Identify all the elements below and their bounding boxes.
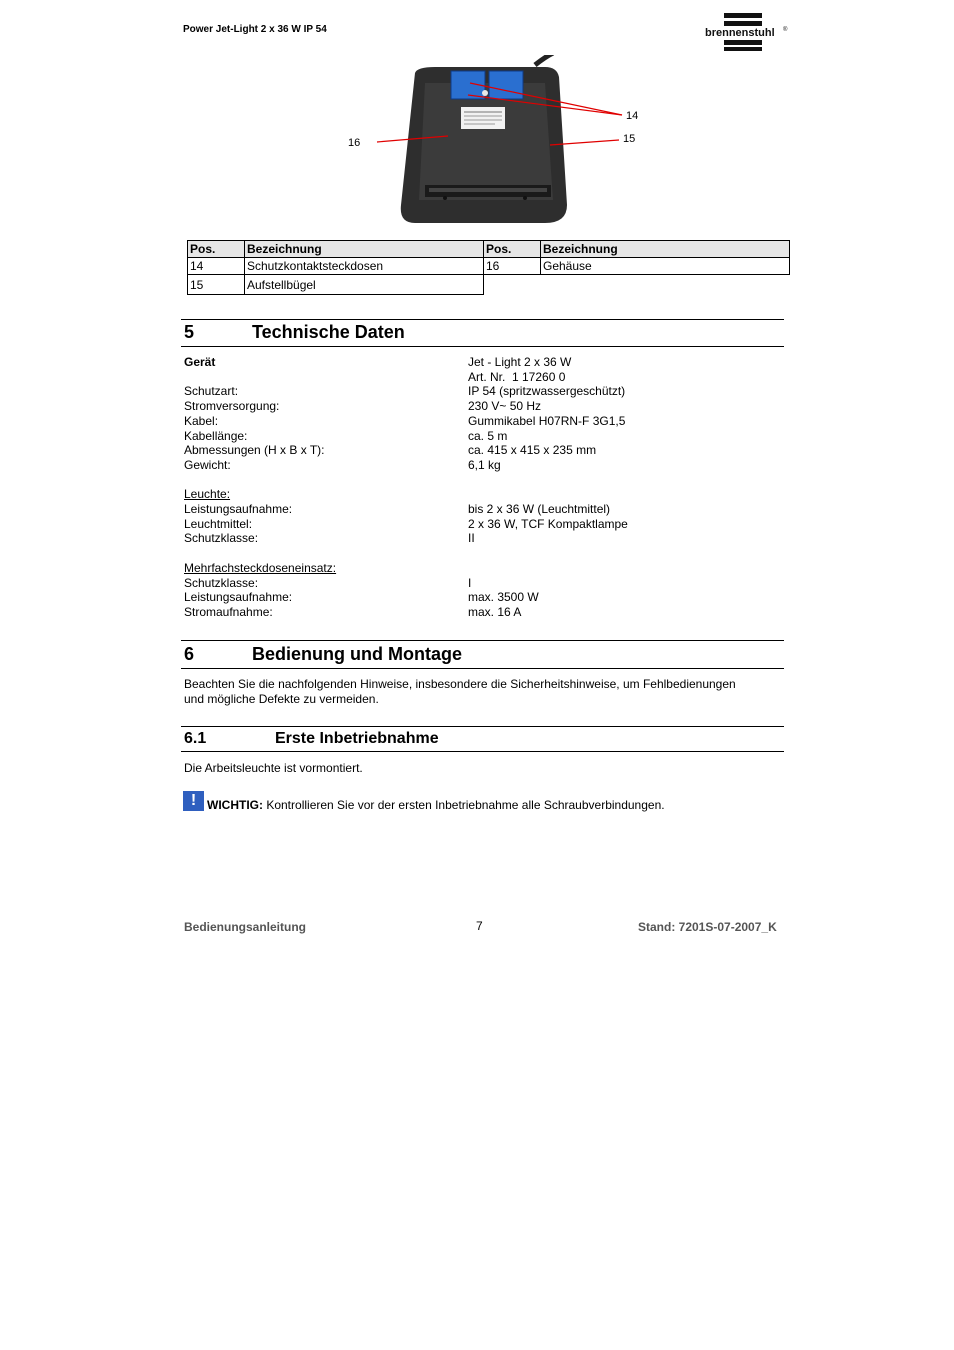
important-icon: ! xyxy=(183,791,204,811)
paragraph-line: Beachten Sie die nachfolgenden Hinweise, insbesondere die Sicherheitshinweise, um Fehlbedienungen xyxy=(184,677,736,691)
section-5-heading xyxy=(181,319,784,347)
spec-value: II xyxy=(468,531,475,546)
spec-label: Stromaufnahme: xyxy=(184,604,273,619)
table-row xyxy=(484,258,790,275)
table-row xyxy=(188,258,484,275)
table-cell-pos: 15 xyxy=(188,275,245,295)
table-cell-pos: 14 xyxy=(188,258,245,275)
spec-value: Art. Nr. 1 17260 0 xyxy=(468,369,566,384)
spec-heading-leuchte: Leuchte: xyxy=(184,487,231,502)
spec-value: IP 54 (spritzwassergeschützt) xyxy=(468,384,626,399)
brand-text: brennenstuhl xyxy=(705,27,775,39)
spec-value: 2 x 36 W, TCF Kompaktlampe xyxy=(468,516,628,531)
brand-registered-mark: ® xyxy=(783,27,788,33)
document-title: Power Jet-Light 2 x 36 W IP 54 xyxy=(183,24,327,35)
spec-label: Kabel: xyxy=(184,413,219,428)
callout-lines xyxy=(370,75,640,155)
spec-value: ca. 5 m xyxy=(468,428,508,443)
parts-table-right xyxy=(483,240,790,275)
important-label: WICHTIG: xyxy=(207,798,263,812)
footer-left: Bedienungsanleitung xyxy=(184,920,307,934)
spec-value: Jet - Light 2 x 36 W xyxy=(468,355,572,369)
section-6-1-text: Die Arbeitsleuchte ist vormontiert. xyxy=(184,761,363,775)
spec-value: 230 V~ 50 Hz xyxy=(468,399,542,414)
section-number: 5 xyxy=(184,322,195,342)
spec-value: max. 16 A xyxy=(468,604,522,619)
important-note xyxy=(207,798,787,813)
callout-14: 14 xyxy=(626,110,639,122)
section-title: Technische Daten xyxy=(252,322,405,342)
table-row xyxy=(188,275,484,295)
section-6-intro xyxy=(184,677,784,707)
footer-right: Stand: 7201S-07-2007_K xyxy=(638,920,777,934)
spec-value: 6,1 kg xyxy=(468,457,501,472)
section-number: 6 xyxy=(184,644,195,664)
table-header-cell: Bezeichnung xyxy=(245,241,484,258)
paragraph-line: und mögliche Defekte zu vermeiden. xyxy=(184,692,379,706)
spec-label: Abmessungen (H x B x T): xyxy=(184,443,325,458)
spec-labels xyxy=(184,355,336,620)
spec-value: Gummikabel H07RN-F 3G1,5 xyxy=(468,413,626,428)
spec-heading-mehrfach: Mehrfachsteckdoseneinsatz: xyxy=(184,560,337,575)
spec-value: I xyxy=(468,575,472,590)
section-6-heading xyxy=(181,640,784,669)
spec-value: ca. 415 x 415 x 235 mm xyxy=(468,443,597,458)
parts-table-left xyxy=(187,240,484,295)
spec-heading-geraet: Gerät xyxy=(184,355,216,369)
section-title: Bedienung und Montage xyxy=(252,644,462,664)
table-header-row xyxy=(484,241,790,258)
table-header-cell: Bezeichnung xyxy=(541,241,790,258)
table-header-cell: Pos. xyxy=(484,241,541,258)
spec-label: Kabellänge: xyxy=(184,428,248,443)
table-cell-name: Gehäuse xyxy=(541,258,790,275)
spec-label: Gewicht: xyxy=(184,457,231,472)
spec-label: Schutzklasse: xyxy=(184,575,259,590)
table-header-cell: Pos. xyxy=(188,241,245,258)
callout-15: 15 xyxy=(623,133,636,145)
section-number: 6.1 xyxy=(184,730,207,747)
spec-label: Leistungsaufnahme: xyxy=(184,590,293,605)
important-text: Kontrollieren Sie vor der ersten Inbetriebnahme alle Schraubverbindungen. xyxy=(263,798,665,812)
spec-label: Stromversorgung: xyxy=(184,399,280,414)
brennenstuhl-logo xyxy=(705,12,789,52)
spec-label: Schutzart: xyxy=(184,384,239,399)
table-header-row xyxy=(188,241,484,258)
page-number: 7 xyxy=(476,919,483,933)
callout-16: 16 xyxy=(348,137,361,149)
spec-label: Leuchtmittel: xyxy=(184,516,253,531)
table-cell-name: Schutzkontaktsteckdosen xyxy=(245,258,484,275)
spec-label: Schutzklasse: xyxy=(184,531,259,546)
spec-values xyxy=(468,355,628,620)
spec-value: bis 2 x 36 W (Leuchtmittel) xyxy=(468,502,611,517)
spec-label: Leistungsaufnahme: xyxy=(184,502,293,517)
section-title: Erste Inbetriebnahme xyxy=(275,730,439,747)
table-cell-pos: 16 xyxy=(484,258,541,275)
section-6-1-heading xyxy=(181,726,784,752)
table-cell-name: Aufstellbügel xyxy=(245,275,484,295)
spec-value: max. 3500 W xyxy=(468,590,539,605)
